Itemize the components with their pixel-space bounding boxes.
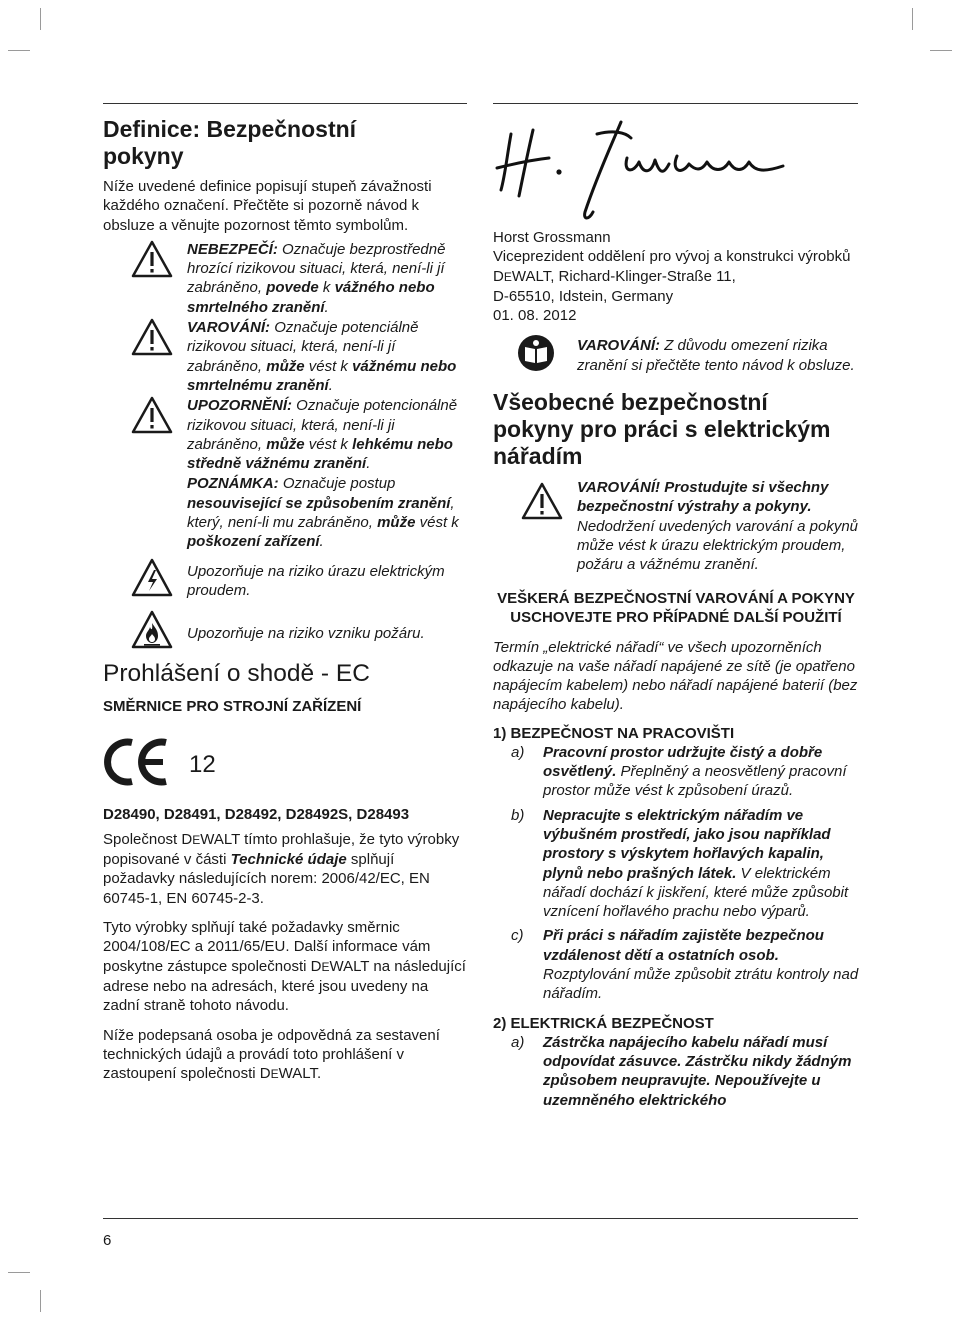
directive-title: SMĚRNICE PRO STROJNÍ ZAŘÍZENÍ — [103, 697, 362, 715]
page-number: 6 — [103, 1232, 112, 1249]
read-manual-warning — [493, 336, 859, 375]
crop-mark — [8, 50, 30, 51]
signature — [493, 116, 859, 228]
warning-text: vést k — [304, 357, 353, 375]
left-column — [103, 116, 469, 1084]
city-address: D-65510, Idstein, Germany — [493, 287, 674, 305]
warning-triangle-icon — [521, 482, 563, 520]
note-emphasis: nesouvisející se způsobením zranění — [187, 494, 451, 512]
crop-mark — [930, 50, 952, 51]
list-item: a) Zástrčka napájecího kabelu nářadí musí odpovídat zásuvce. Zástrčku nikdy žádným způsobem neupravujte. Nepoužívejte u uzemněného elektrického — [511, 1033, 852, 1109]
declaration-title: Prohlášení o shodě - EC — [103, 659, 370, 687]
warning-text: . — [328, 376, 333, 394]
warning-emphasis: vážnému nebo smrtelnému zranění — [187, 357, 457, 394]
danger-label: NEBEZPEČÍ: — [187, 240, 278, 258]
caution-text: Označuje potencionálně rizikovou situaci, která, není-li ji zabráněno, — [187, 397, 458, 453]
danger-text: Označuje bezprostředně hrozící rizikovou situaci, která, není-li jí zabráněno, — [187, 240, 446, 297]
signer-name: Horst Grossmann — [493, 229, 611, 246]
models: D28490, D28491, D28492, D28492S, D28493 — [103, 805, 410, 823]
signer-title: Viceprezident oddělení pro vývoj a konstrukci výrobků — [493, 248, 851, 266]
warning-emphasis: může — [266, 357, 305, 375]
company-address: DEWALT, Richard-Klinger-Straße 11, — [493, 267, 736, 285]
list-item: a) Pracovní prostor udržujte čistý a dobře osvětlený. Přeplněný a neosvětlený pracovní prostor může vést k způsobení úrazů. — [511, 743, 847, 800]
list-item: b) Nepracujte s elektrickým nářadím ve výbušném prostředí, jako jsou například prostory s výskytem hořlavých kapalin, plynů nebo prašných látek. V elektrickém nářadí dochází k jiskření, které může způsobit vznícení hořlavého prachu nebo výparů. — [511, 806, 849, 921]
bottom-rule — [103, 1218, 858, 1219]
electric-shock-icon — [131, 558, 173, 598]
crop-mark — [8, 1272, 30, 1273]
general-warning-text: Nedodržení uvedených varování a pokynů může vést k úrazu elektrickým proudem, požáru a vážnému zranění. — [577, 517, 859, 574]
save-instructions-heading: VEŠKERÁ BEZPEČNOSTNÍ VAROVÁNÍ A POKYNY USCHOVEJTE PRO PŘÍPADNÉ DALŠÍ POUŽITÍ — [497, 589, 855, 627]
definitions-title: Definice: Bezpečnostní pokyny — [103, 116, 357, 169]
danger-emphasis: vážného nebo smrtelného zranění — [187, 279, 435, 316]
danger-notice — [103, 240, 469, 317]
ce-number: 12 — [189, 750, 216, 778]
fire-icon — [131, 610, 173, 650]
declaration-paragraph-2: Tyto výrobky splňují také požadavky směrnic 2004/108/EC a 2011/65/EU. Další informace vám poskytne zástupce společnosti DEWALT na následující adrese nebo na adresách, které jsou uvedeny na zadní straně tohoto návodu. — [103, 919, 466, 1015]
section-2-title: 2) ELEKTRICKÁ BEZPEČNOST — [493, 1014, 714, 1032]
note-text: . — [319, 533, 324, 551]
declaration-date: 01. 08. 2012 — [493, 307, 577, 325]
manual-warning-label: VAROVÁNÍ: — [577, 337, 661, 355]
general-safety-title: Všeobecné bezpečnostní pokyny pro práci s elektrickým nářadím — [493, 389, 831, 470]
caution-text: vést k — [304, 435, 353, 453]
manual-warning-text: Z důvodu omezení rizika zranění si přečtěte tento návod k obsluze. — [577, 337, 855, 374]
general-warning-label: VAROVÁNÍ! Prostudujte si všechny bezpečnostní výstrahy a pokyny. — [577, 479, 829, 516]
section-1-title: 1) BEZPEČNOST NA PRACOVIŠTI — [493, 724, 735, 742]
note-emphasis: poškození zařízení — [187, 533, 320, 551]
note-emphasis: může — [377, 514, 416, 532]
fire-notice — [103, 624, 469, 643]
warning-triangle-icon — [131, 240, 173, 278]
note-text: , který, není-li mu zabráněno, — [187, 494, 455, 532]
note-notice — [103, 474, 469, 551]
danger-emphasis: povede — [266, 279, 319, 297]
list-item: c) Při práci s nářadím zajistěte bezpečnou vzdálenost dětí a ostatních osob. Rozptylování může způsobit ztrátu kontroly nad nářadím. — [511, 927, 859, 1003]
danger-text: k — [318, 279, 335, 297]
warning-label: VAROVÁNÍ: — [187, 319, 271, 337]
declaration-paragraph-1: Společnost DEWALT tímto prohlašuje, že tyto výrobky popisované v části Technické údaje splňují požadavky následujících norem: 2006/42/EC, EN 60745-1, EN 60745-2-3. — [103, 830, 460, 907]
top-rule-right — [493, 103, 858, 104]
caution-text: . — [366, 455, 371, 473]
top-rule-left — [103, 103, 467, 104]
warning-notice — [103, 318, 469, 395]
term-definition: Termín „elektrické nářadí“ ve všech upozorněních odkazuje na vaše nářadí napájené ze sítě (je opatřeno napájecím kabelem) nebo nářadí napájené baterií (bez napájecího kabelu). — [493, 638, 858, 714]
electric-shock-text: Upozorňuje na riziko úrazu elektrickým proudem. — [187, 562, 445, 599]
signature-image — [493, 116, 793, 224]
right-column — [493, 116, 859, 1110]
general-warning — [493, 478, 859, 574]
warning-text: Označuje potenciálně rizikovou situaci, která, není-li jí zabráněno, — [187, 319, 419, 375]
warning-triangle-icon — [131, 396, 173, 434]
caution-notice — [103, 396, 469, 473]
ce-mark-icon — [103, 737, 169, 787]
note-label: POZNÁMKA: — [187, 475, 279, 493]
note-text: vést k — [415, 514, 459, 532]
read-manual-icon — [517, 334, 555, 372]
note-text: Označuje postup — [278, 475, 396, 493]
danger-text: . — [324, 298, 329, 316]
declaration-paragraph-3: Níže podepsaná osoba je odpovědná za sestavení technických údajů a provádí toto prohlášení v zastoupení společnosti DEWALT. — [103, 1026, 440, 1083]
fire-text: Upozorňuje na riziko vzniku požáru. — [187, 625, 425, 643]
electric-shock-notice — [103, 562, 469, 601]
caution-emphasis: lehkému nebo středně vážnému zranění — [187, 435, 453, 473]
caution-emphasis: může — [266, 435, 305, 453]
crop-mark — [40, 1290, 41, 1312]
crop-mark — [912, 8, 913, 30]
warning-triangle-icon — [131, 318, 173, 356]
ce-mark — [103, 725, 469, 805]
definitions-intro: Níže uvedené definice popisují stupeň závažnosti každého označení. Přečtěte si pozorně návod k obsluze a věnujte pozornost těmto symbolům. — [103, 178, 432, 234]
crop-mark — [40, 8, 41, 30]
caution-label: UPOZORNĚNÍ: — [187, 397, 292, 415]
